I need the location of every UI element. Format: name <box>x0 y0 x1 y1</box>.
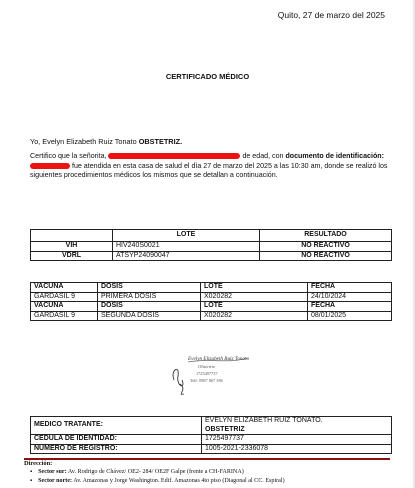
table-header <box>31 230 113 242</box>
document-date: Quito, 27 de marzo del 2025 <box>277 10 385 20</box>
table-header-row <box>31 302 392 312</box>
table-cell: X020282 <box>201 292 308 302</box>
table-cell: MEDICO TRATANTE: <box>31 417 202 435</box>
para-part-1: Certifico que la señorita, <box>30 152 109 160</box>
table-header: VACUNA <box>31 283 98 293</box>
table-cell: NO REACTIVO <box>260 251 392 261</box>
table-cell: GARDASIL 9 <box>31 311 98 321</box>
doctor-info-table <box>30 416 392 454</box>
address-text: Av. Amazonas y Jorge Washington. Edif. Amazonas 4to piso (Diagonal al CC. Espiral) <box>72 478 285 484</box>
table-cell: CEDULA DE IDENTIDAD: <box>31 435 202 445</box>
table-cell: 1005-2021-2336078 <box>202 444 392 454</box>
signature-role: Obstetriz <box>198 364 215 369</box>
table-cell: 08/01/2025 <box>308 311 392 321</box>
table-cell: NUMERO DE REGISTRO: <box>31 444 202 454</box>
table-header: DOSIS <box>98 283 201 293</box>
table-cell: VDRL <box>31 251 113 261</box>
signature-stamp <box>168 350 258 398</box>
address-text: Av. Rodrigo de Chávez/ OE2- 284/ OE2F Galpe (frente a CH-FARINA) <box>66 469 244 475</box>
table-header: FECHA <box>308 283 392 293</box>
table-cell: PRIMERA DOSIS <box>98 292 201 302</box>
table-cell: ATSYP24090047 <box>113 251 260 261</box>
table-cell: SEGUNDA DOSIS <box>98 311 201 321</box>
vaccine-table-1 <box>30 282 392 302</box>
footer-rule <box>24 458 390 460</box>
table-cell: GARDASIL 9 <box>31 292 98 302</box>
bullet-icon: ▪ <box>30 478 33 484</box>
intro-role: OBSTETRIZ. <box>138 137 183 146</box>
signature-phone: Telf: 0987 867 386 <box>190 378 223 383</box>
para-part-3: fue atendida en esta casa de salud el día 27 de marzo del 2025 a las 10:30 am, donde se realizó los siguientes procedimientos médicos los mismos que se detallan a continuación. <box>30 161 388 180</box>
signature-id: 1725497737 <box>196 371 218 376</box>
para-part-2: de edad, con <box>240 152 286 160</box>
table-cell: X020282 <box>201 311 308 321</box>
redacted-name <box>108 153 240 159</box>
table-header: LOTE <box>201 283 308 293</box>
bullet-icon: ▪ <box>30 469 33 475</box>
intro-line <box>30 137 182 146</box>
redacted-id <box>30 163 70 169</box>
table-cell: HIV240S0021 <box>113 242 260 252</box>
table-cell: VIH <box>31 242 113 252</box>
table-header: LOTE <box>201 302 308 312</box>
table-cell <box>202 417 392 435</box>
table-header: DOSIS <box>98 302 201 312</box>
signature-name: Evelyn Elizabeth Ruiz Tonato <box>188 356 250 362</box>
intro-text: Yo, Evelyn Elizabeth Ruiz Tonato <box>30 137 139 146</box>
table-row <box>31 417 392 435</box>
table-header: FECHA <box>308 302 392 312</box>
table-cell: NO REACTIVO <box>260 242 392 252</box>
table-header-row <box>31 283 392 293</box>
address-label: Sector norte: <box>38 478 73 484</box>
table-header: VACUNA <box>31 302 98 312</box>
table-cell: 1725497737 <box>202 435 392 445</box>
doctor-name: EVELYN ELIZABETH RUIZ TONATO. <box>205 417 323 424</box>
certification-paragraph <box>30 152 392 181</box>
address-title: Dirección: <box>24 460 53 467</box>
vaccine-table-2 <box>30 301 392 321</box>
address-line-south <box>30 469 244 475</box>
address-line-north <box>30 478 285 484</box>
doctor-role: OBSTETRIZ <box>205 425 245 433</box>
table-header-row <box>31 230 392 242</box>
table-row <box>31 435 392 445</box>
id-label: documento de identificación: <box>285 152 384 160</box>
table-row <box>31 242 392 252</box>
table-row <box>31 311 392 321</box>
table-row <box>31 444 392 454</box>
table-header: RESULTADO <box>260 230 392 242</box>
document-title: CERTIFICADO MÉDICO <box>165 72 250 81</box>
table-cell: 24/10/2024 <box>308 292 392 302</box>
table-row <box>31 251 392 261</box>
table-header: LOTE <box>113 230 260 242</box>
address-label: Sector sur: <box>38 469 67 475</box>
lab-results-table <box>30 229 392 261</box>
